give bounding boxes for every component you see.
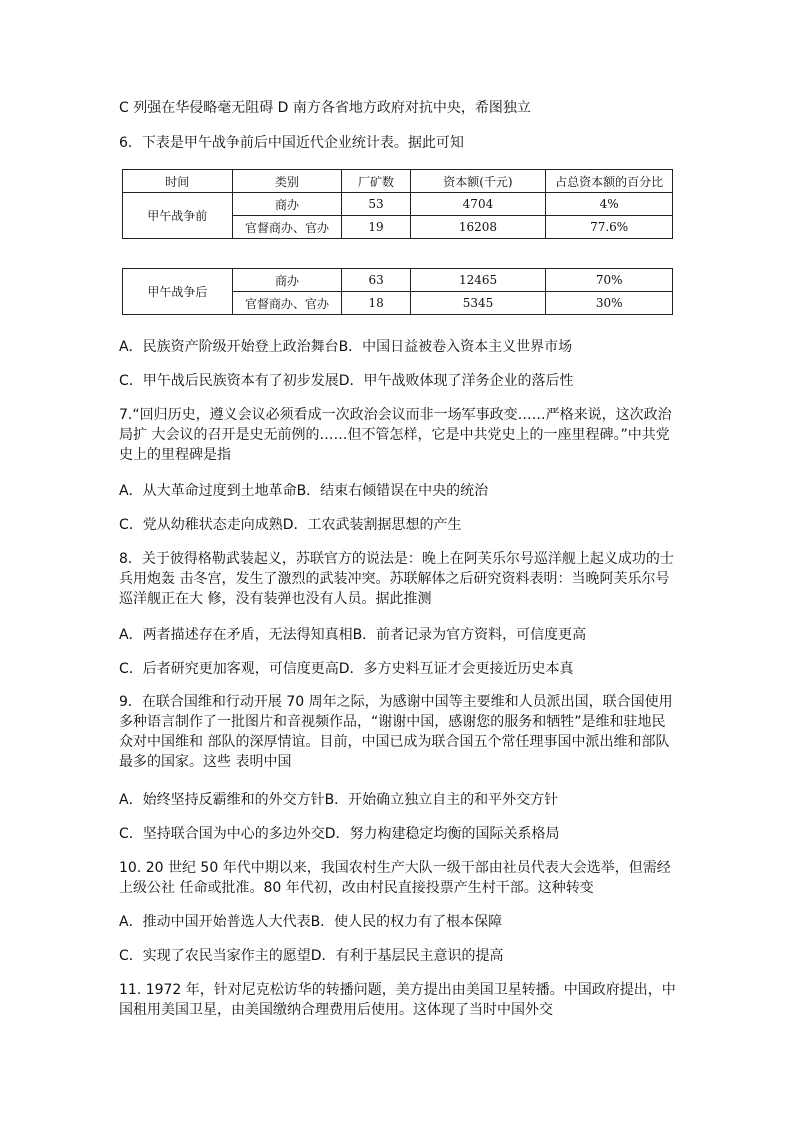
- q7-options-ab: A．从大革命过度到土地革命B．结束右倾错误在中央的统治: [119, 483, 489, 499]
- q10-options-ab: A．推动中国开始普选人大代表B．使人民的权力有了根本保障: [119, 914, 503, 930]
- q8-stem: 8．关于彼得格勒武装起义，苏联官方的说法是：晚上在阿芙乐尔号巡洋舰上起义成功的士兵用炮轰 击冬宫，发生了激烈的武装冲突。苏联解体之后研究资料表明：当晚阿芙乐尔号巡洋舰正在大 修，没有装弹也没有人员。据此推测: [119, 551, 674, 607]
- q6-options-ab: A．民族资产阶级开始登上政治舞台B．中国日益被卷入资本主义世界市场: [119, 339, 573, 355]
- category-cell: 官督商办、官办: [232, 216, 342, 239]
- capital-cell: 4704: [410, 193, 546, 216]
- count-cell: 53: [342, 193, 410, 216]
- q7-options-cd: C．党从幼稚状态走向成熟D．工农武装割据思想的产生: [119, 517, 462, 533]
- table-row: [123, 193, 673, 216]
- header-capital: 资本额(千元): [410, 170, 546, 193]
- q9-stem: 9．在联合国维和行动开展 70 周年之际，为感谢中国等主要维和人员派出国，联合国使用多种语言制作了一批图片和音视频作品，“谢谢中国，感谢您的服务和牺牲”是维和驻地民众对中国维和 部队的深厚情谊。目前，中国已成为联合国五个常任理事国中派出维和部队最多的国家。这些 表明中国: [119, 694, 673, 770]
- percent-cell: 30%: [546, 292, 673, 315]
- capital-cell: 16208: [410, 216, 546, 239]
- enterprise-table-before: [122, 169, 673, 239]
- category-cell: 商办: [232, 269, 342, 292]
- table-row: [123, 269, 673, 292]
- q10-options-cd: C．实现了农民当家作主的愿望D．有利于基层民主意识的提高: [119, 948, 504, 964]
- capital-cell: 12465: [410, 269, 546, 292]
- q7-stem: 7.“回归历史，遵义会议必须看成一次政治会议而非一场军事政变……严格来说，这次政治局扩 大会议的召开是史无前例的……但不管怎样，它是中共党史上的一座里程碑。”中共党史上的里程碑是指: [119, 407, 672, 463]
- line-options-q5: C 列强在华侵略毫无阻碍 D 南方各省地方政府对抗中央，希图独立: [119, 100, 531, 116]
- q10-stem: 10. 20 世纪 50 年代中期以来，我国农村生产大队一级干部由社员代表大会选举，但需经上级公社 任命或批准。80 年代初，改由村民直接投票产生村干部。这种转变: [119, 860, 671, 896]
- count-cell: 63: [342, 269, 410, 292]
- header-category: 类别: [232, 170, 342, 193]
- percent-cell: 77.6%: [546, 216, 673, 239]
- header-count: 厂矿数: [342, 170, 410, 193]
- q6-stem: 6．下表是甲午战争前后中国近代企业统计表。据此可知: [119, 135, 464, 151]
- q11-stem: 11. 1972 年，针对尼克松访华的转播问题，美方提出由美国卫星转播。中国政府提出，中国租用美国卫星，由美国缴纳合理费用后使用。这体现了当时中国外交: [119, 982, 676, 1018]
- count-cell: 19: [342, 216, 410, 239]
- category-cell: 商办: [232, 193, 342, 216]
- category-cell: 官督商办、官办: [232, 292, 342, 315]
- enterprise-table-after: [122, 268, 673, 315]
- percent-cell: 70%: [546, 269, 673, 292]
- capital-cell: 5345: [410, 292, 546, 315]
- q8-options-ab: A．两者描述存在矛盾，无法得知真相B．前者记录为官方资料，可信度更高: [119, 627, 587, 643]
- q8-options-cd: C．后者研究更加客观，可信度更高D．多方史料互证才会更接近历史本真: [119, 661, 574, 677]
- q9-options-ab: A．始终坚持反霸维和的外交方针B．开始确立独立自主的和平外交方针: [119, 792, 559, 808]
- header-percent: 占总资本额的百分比: [546, 170, 673, 193]
- header-period: 时间: [123, 170, 233, 193]
- q9-options-cd: C．坚持联合国为中心的多边外交D．努力构建稳定均衡的国际关系格局: [119, 826, 560, 842]
- q6-options-cd: C．甲午战后民族资本有了初步发展D．甲午战败体现了洋务企业的落后性: [119, 373, 574, 389]
- period-cell: 甲午战争前: [123, 193, 233, 239]
- table-header-row: [123, 170, 673, 193]
- period-cell: 甲午战争后: [123, 269, 233, 315]
- percent-cell: 4%: [546, 193, 673, 216]
- count-cell: 18: [342, 292, 410, 315]
